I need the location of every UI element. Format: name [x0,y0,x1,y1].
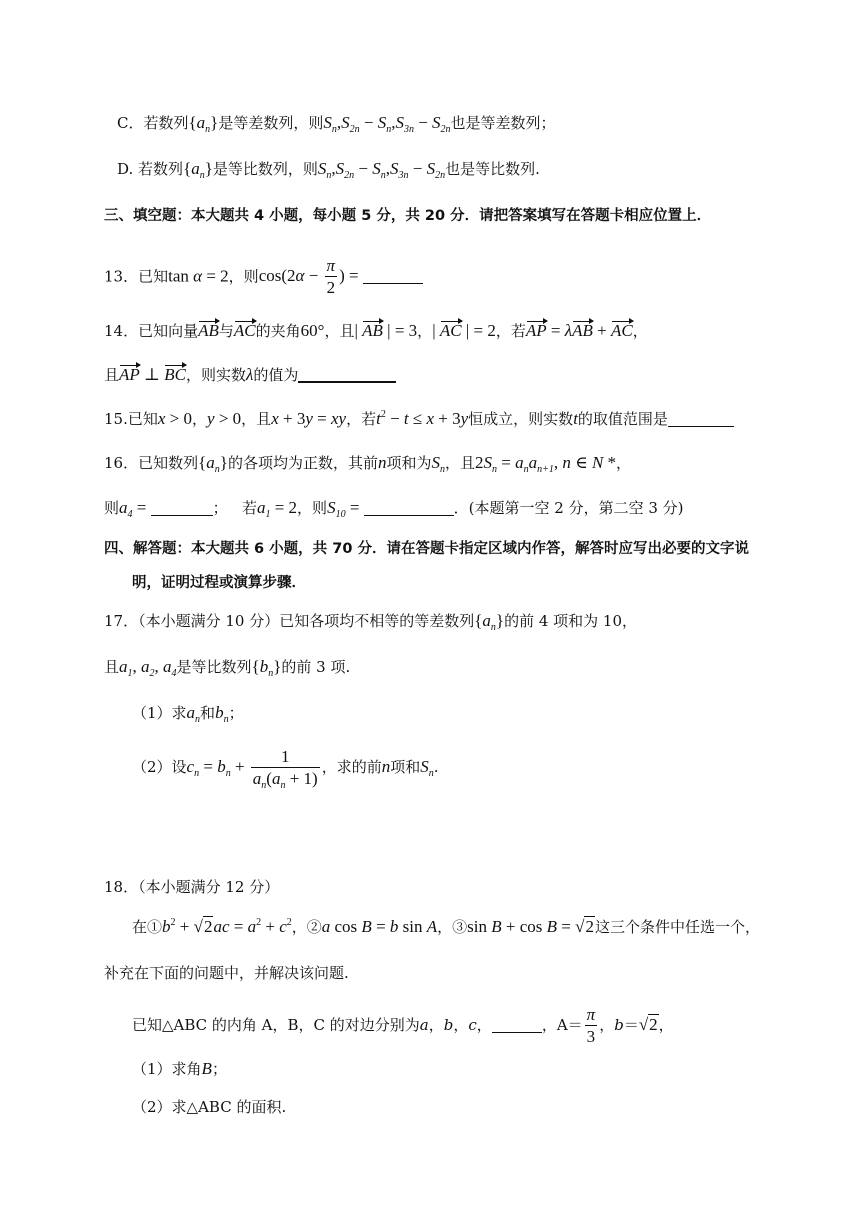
q18-line-3: 补充在下面的问题中，并解决该问题. [104,964,349,982]
q15-text-1: 已知 [127,410,158,428]
math-vec-ac: AC [233,321,256,340]
q18-side-c: c [468,1016,477,1034]
section-4-heading-line-1: 四、解答题：本大题共 6 小题，共 70 分．请在答题卡指定区域内作答，解答时应写出必要的文字说 [104,541,749,557]
q18-number: 18． [104,878,139,896]
q18-side-a: a [419,1016,429,1034]
q18-part1-text: （1）求角 [132,1060,202,1078]
math-lambda: λ [246,365,254,384]
math-a4: $a_4$ = [119,498,151,520]
q18-part1-end: ； [211,1060,227,1078]
q14-text-1: 已知向量 [138,322,199,340]
q14-text-7: ， [632,322,648,340]
q13-text-1: 已知 [138,267,169,286]
math-vec-ap: AP = λAB + AC [525,321,633,340]
math-2sn-relation: $2S_n = a_na_{n+1}$, n ∈ N * [475,453,617,475]
math-cn-def: $c_n = b_n$ + $\frac{1}{a_n(a_n + 1)}$ [186,746,318,791]
question-18 [104,876,279,898]
math-angle-b: B [201,1059,212,1078]
question-17 [104,610,637,632]
math-cos-expr: cos(2α − $\frac{\pi}{2}$ ) = [258,256,363,297]
math-sums-d: $S_n,S_{2n} - S_n,S_{3n} - S_{2n}$ [317,159,446,181]
math-bn: $b_n$ [215,703,229,725]
section-3-heading: 三、填空题：本大题共 4 小题，每小题 5 分，共 20 分．请把答案填写在答题卡相应位置上． [104,208,712,224]
q15-text-6: 的取值范围是 [577,410,668,428]
q14-line2-text-1: 且 [104,366,120,384]
q18-line2-text-1: 在① [132,918,163,936]
q15-number: 15. [104,410,128,428]
q17-line2-text-1: 且 [104,658,120,676]
question-16 [104,452,631,474]
q16-line2-text-3: 若 [241,499,257,517]
math-seq-bn: $\{b_n\}$ [251,657,282,679]
math-abs-ab: | AB | = 3 [354,321,418,340]
q18-line-4 [132,1000,674,1050]
math-t: t [573,409,578,428]
math-pi-over-3: $\frac{\pi}{3}$ [586,1004,596,1046]
q14-text-4: ，且 [324,322,355,340]
math-x3y-xy: x + 3y = xy [271,409,347,428]
q15-text-3: ，且 [241,410,272,428]
q17-part1-label: （1）求 [132,704,187,722]
q13-text-2: ，则 [228,267,259,286]
option-c [117,112,556,134]
option-c-label: C． [117,114,144,132]
math-inequality-t: $t^2 - t \le x + 3y$ [376,409,469,428]
q18-line2-text-3: ，③ [437,918,468,936]
math-a1: $a_1 = 2$ [256,498,298,520]
question-15 [104,408,734,430]
q15-text-2: ， [192,410,208,428]
option-d-text-1: 若数列 [138,160,184,178]
q16-text-1: 已知数列 [138,454,199,472]
math-seq-an-17: $\{a_n\}$ [474,611,505,633]
q16-line2-text-5: ．(本题第一空 2 分，第二空 3 分) [453,499,684,517]
q17-line2-text-2: 是等比数列 [176,658,252,676]
question-16-line-2 [104,497,684,519]
math-x-positive: x > 0 [157,409,193,428]
q17-text-1: （本小题满分 10 分）已知各项均不相等的等差数列 [138,612,475,630]
question-13 [104,256,423,299]
q18-text-1: （本小题满分 12 分） [138,878,280,896]
math-condition-2: a cos B = b sin A [321,917,438,936]
math-seq-an-16: $\{a_n\}$ [198,453,228,475]
q17-number: 17． [104,612,139,630]
q18-line4-text-3: ，A＝ [541,1016,583,1034]
math-sn: $S_n$ [431,453,445,475]
q18-line4-sep-1: ， [428,1016,444,1034]
math-ap-perp-bc: AP ⊥ BC [119,365,187,384]
q17-part2-label: （2）设 [132,758,187,776]
option-c-text-1: 若数列 [143,114,189,132]
q13-number: 13． [104,267,139,286]
q16-text-2: 的各项均为正数，其前 [227,454,378,472]
math-s10: $S_{10}$ = [327,498,364,520]
q17-line2-text-3: 的前 3 项. [281,658,351,676]
q17-part1-text-3: ； [228,704,244,722]
q17-text-2: 的前 4 项和为 10， [504,612,638,630]
math-angle-60: 60° [300,321,325,340]
q18-line4-text-5: ＝ [623,1016,639,1034]
q18-line4-sep-2: ， [453,1016,469,1034]
q14-text-5: ， [417,322,433,340]
option-d-text-3: 也是等比数列. [445,160,540,178]
math-y-positive: y > 0 [207,409,242,428]
q14-line2-text-2: ，则实数 [186,366,247,384]
q14-text-2: 与 [218,322,234,340]
q15-text-5: 恒成立，则实数 [468,410,574,428]
q18-line4-text-4: ， [599,1016,615,1034]
math-seq-an-d: $\{a_n\}$ [183,159,213,181]
q14-answer-blank[interactable] [298,365,396,383]
q18-part-2: （2）求△ABC 的面积. [132,1098,287,1116]
q16-text-4: ，且 [444,454,475,472]
math-condition-1: $b^2 + √2ac = a^2 + c^2$ [162,917,292,936]
q14-text-3: 的夹角 [255,322,301,340]
question-17-line-2 [104,656,350,678]
q16-blank-2[interactable] [364,499,454,516]
q17-part2-text-2: ，求的前 [321,758,382,776]
question-14-line-2 [104,364,396,386]
math-tan-alpha: tan α = 2 [168,266,229,286]
q15-text-4: ，若 [346,410,377,428]
q17-part1-text-2: 和 [200,704,216,722]
section-4-heading-line-2: 明，证明过程或演算步骤． [132,575,306,591]
option-d-label: D. [117,160,134,178]
question-14 [104,320,648,342]
q18-line2-text-2: ，② [291,918,322,936]
q16-text-3: 项和为 [386,454,432,472]
option-c-text-3: 也是等差数列； [450,114,556,132]
q15-answer-blank[interactable] [668,410,734,427]
q16-number: 16． [104,454,139,472]
math-abs-ac: | AC | = 2 [432,321,496,340]
q16-line2-text-2: ； [212,499,228,517]
math-vec-ab: AB [198,321,219,340]
q16-line2-text-4: ，则 [297,499,328,517]
q18-line2-text-4: 这三个条件中任选一个， [594,918,760,936]
q14-line2-text-3: 的值为 [253,366,299,384]
math-a1-a2-a4: $a_1$, $a_2$, $a_4$ [119,657,177,679]
option-d-text-2: 是等比数列，则 [212,160,318,178]
math-sums-c: $S_n,S_{2n} - S_n,S_{3n} - S_{2n}$ [323,113,451,135]
q18-condition-blank[interactable] [492,1016,542,1033]
q18-line4-text-1: 已知△ABC 的内角 A，B，C 的对边分别为 [132,1016,420,1034]
q14-text-6: ，若 [495,322,526,340]
q17-part-2 [132,742,439,792]
option-d [117,158,540,180]
q13-answer-blank[interactable] [363,267,423,284]
q14-number: 14． [104,322,139,340]
option-c-text-2: 是等差数列，则 [218,114,324,132]
math-n: n [377,453,387,472]
q17-part2-text-3: 项和 [390,758,421,776]
math-an: $a_n$ [186,703,201,725]
q18-line4-text-6: ， [658,1016,674,1034]
math-seq-an: $\{a_n\}$ [188,113,219,135]
q18-part-1 [132,1058,227,1080]
q18-conditions [132,916,760,938]
q17-part-1 [132,702,244,724]
q16-line2-text-1: 则 [104,499,120,517]
q16-blank-1[interactable] [151,499,213,516]
q16-text-5: ， [616,454,632,472]
math-sn-17: $S_n$ [420,757,434,779]
q18-side-b: b [443,1016,454,1034]
q18-line4-text-2: ， [476,1016,492,1034]
math-sqrt-2: √2 [638,1015,658,1034]
q18-b-label: b [614,1016,624,1034]
math-condition-3: sin B + cos B = √2 [467,917,594,936]
q17-part2-text-4: . [433,758,439,776]
math-n-17: n [381,757,391,776]
